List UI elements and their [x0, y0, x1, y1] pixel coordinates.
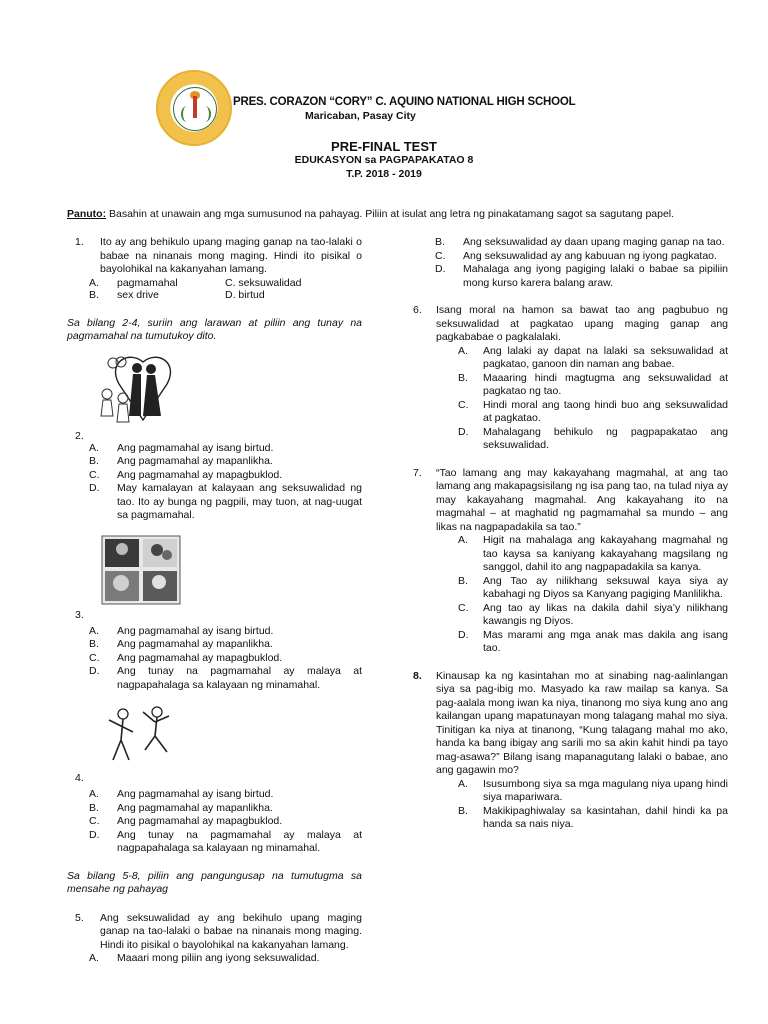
option-row [413, 236, 728, 250]
question-7 [413, 467, 728, 656]
option-text: Ang seksuwalidad ay ang kabuuan ng iyong pagkatao. [463, 249, 717, 262]
option-letter: B. [89, 638, 99, 650]
option-row [67, 625, 362, 639]
option-text: Ang pagmamahal ay mapagbuklod. [117, 468, 283, 481]
option-text: May kamalayan at kalayaan ang seksuwalidad ng tao. Ito ay bunga ng pagpili, may tuon, at nag-uugat sa pagmamahal. [117, 482, 362, 521]
option-letter: A. [89, 624, 99, 637]
option-letter: C. [458, 398, 469, 411]
option-row [67, 482, 362, 523]
option-letter: B. [89, 801, 99, 814]
option-row [67, 455, 362, 469]
question-number: 1. [75, 236, 84, 248]
option-letter: A. [458, 344, 468, 357]
question-number: 5. [75, 911, 84, 924]
option-row [413, 575, 728, 602]
instructions-label: Panuto: [67, 208, 107, 220]
option-text: Mas marami ang mga anak mas dakila ang isang tao. [483, 628, 728, 654]
question-number: 3. [75, 608, 84, 621]
right-column [413, 236, 728, 832]
option-text: Mahalaga ang iyong pagiging lalaki o babae sa pipiliin mong kurso karera balang araw. [463, 263, 728, 289]
option-letter: D. [89, 665, 100, 677]
question-text: Kinausap ka ng kasintahan mo at sinabing nag-aalinlangan siya sa pag-ibig mo. Masyado ka raw mailap sa kanya. Sa pag-aalala mong iwan ka niya, tinanong mo siya kung ano ang kailangan upang mapatunayan mong talagang mahal mo siya. Tinitigan ka niya at tinanong, “Kung talagang mahal mo ako, handa ka bang ibigay ang sarili mo sa akin kahit hindi pa tayo mag-asawa?” Bilang isang mapanagutang lalaki o babae, ano ang gagawin mo? [436, 669, 728, 776]
option-row [67, 952, 362, 966]
option-c: C. seksuwalidad [225, 276, 302, 289]
family-photos-image [101, 535, 181, 605]
option-text: Ang pagmamahal ay isang birtud. [117, 624, 274, 637]
option-text: pagmamahal [117, 276, 178, 289]
option-row [413, 534, 728, 575]
option-row [67, 829, 362, 856]
option-text: sex drive [117, 288, 160, 301]
question-number: 7. [413, 466, 422, 479]
exam-year: T.P. 2018 - 2019 [346, 168, 422, 180]
question-text: Ang seksuwalidad ay ang bekihulo upang maging ganap na tao-lalaki o babae na ninanais mong maging. Hindi ito pisikal o bayolohikal na kakanyahan lamang. [100, 911, 362, 951]
left-column [67, 236, 362, 966]
question-4-options [67, 788, 362, 856]
question-text: Isang moral na hamon sa bawat tao ang pagbubuo ng seksuwalidad at pagkatao upang maging ganap ang pagkababae o pagkalalaki. [436, 304, 728, 343]
option-letter: A. [89, 441, 99, 454]
option-text: Higit na mahalaga ang kakayahang magmahal ng tao kaysa sa kaniyang kakayahang magsilang ng sanggol, dahil ito ang nagpapadakila sa kanya. [483, 534, 728, 573]
option-letter: A. [89, 788, 99, 800]
instructions [67, 208, 737, 220]
question-3-image-area [67, 535, 362, 625]
option-letter: B. [89, 288, 99, 301]
option-letter: D. [435, 263, 446, 275]
option-text: Mahalagang behikulo ng pagpapakatao ang seksuwalidad. [483, 425, 728, 451]
logo-emblem [173, 87, 217, 131]
question-5 [67, 912, 362, 966]
option-letter: B. [458, 804, 468, 817]
question-number: 8. [413, 669, 422, 682]
option-letter: B. [458, 371, 468, 384]
option-text: Ang tao ay likas na dakila dahil siya’y nilikhang kawangis ng Diyos. [483, 601, 728, 627]
option-row [67, 788, 362, 802]
option-letter: C. [89, 468, 100, 481]
question-5-continued [413, 236, 728, 290]
option-row [413, 345, 728, 372]
option-text: Ang pagmamahal ay mapanlikha. [117, 801, 273, 814]
option-letter: B. [435, 236, 445, 248]
question-1 [67, 236, 362, 301]
option-letter: C. [89, 815, 100, 827]
option-text: Ang tunay na pagmamahal ay malaya at nagpapahalaga sa kalayaan ng minamahal. [117, 828, 362, 854]
option-row [67, 815, 362, 829]
option-row [67, 652, 362, 666]
option-row [413, 602, 728, 629]
option-row [413, 263, 728, 290]
option-row [413, 399, 728, 426]
question-8 [413, 670, 728, 832]
question-number: 2. [75, 429, 84, 442]
option-letter: C. [89, 651, 100, 664]
option-letter: A. [458, 534, 468, 546]
option-text: Ang pagmamahal ay isang birtud. [117, 441, 274, 454]
option-row [413, 778, 728, 805]
option-row [67, 802, 362, 816]
option-letter: D. [458, 425, 469, 438]
couple-image [99, 354, 181, 428]
laurel-left-icon [181, 106, 193, 122]
option-text: Ang seksuwalidad ay daan upang maging ganap na tao. [463, 236, 725, 248]
option-letter: C. [458, 601, 469, 614]
option-row [413, 372, 728, 399]
question-number: 6. [413, 304, 422, 316]
exam-title: PRE-FINAL TEST [331, 139, 437, 154]
option-text: Makikipaghiwalay sa kasintahan, dahil hindi ka pa handa sa nais niya. [483, 804, 728, 830]
option-letter: A. [458, 777, 468, 790]
instruction-note-5-8: Sa bilang 5-8, piliin ang pangungusap na tumutugma sa mensahe ng pahayag [67, 869, 362, 895]
option-row [413, 629, 728, 656]
option-row [67, 665, 362, 692]
option-letter: D. [458, 628, 469, 641]
question-3-options [67, 625, 362, 693]
option-text: Ang pagmamahal ay isang birtud. [117, 788, 274, 800]
option-text: Hindi moral ang taong hindi buo ang seksuwalidad at pagkatao. [483, 398, 728, 424]
laurel-right-icon [199, 106, 211, 122]
option-letter: D. [89, 828, 100, 841]
option-row [67, 442, 362, 456]
option-text: Ang pagmamahal ay mapagbuklod. [117, 651, 283, 664]
option-row [413, 426, 728, 453]
instructions-text: Basahin at unawain ang mga sumusunod na pahayag. Piliin at isulat ang letra ng pinakatamang sagot sa sagutang papel. [106, 208, 675, 220]
option-letter: A. [89, 276, 99, 289]
option-text: Maaaring hindi magtugma ang seksuwalidad at pagkatao ng tao. [483, 371, 728, 397]
option-row [67, 638, 362, 652]
exam-subject: EDUKASYON sa PAGPAPAKATAO 8 [294, 154, 474, 166]
torch-icon [193, 96, 197, 118]
option-row [67, 469, 362, 483]
option-text: Ang pagmamahal ay mapanlikha. [117, 455, 273, 467]
question-text: “Tao lamang ang may kakayahang magmahal, at ang tao lamang ang makapagsisilang ng isa pang tao, na tulad niya ay may kakayahang magmahal. Ang kakayahang ito na magmahal – at maghatid ng pagmamahal sa mundo – ang likas na nagpapadakila sa tao.” [436, 466, 728, 533]
option-d: D. birtud [225, 288, 265, 301]
dancing-figures-image [99, 702, 179, 770]
option-letter: B. [458, 574, 468, 587]
school-name: PRES. CORAZON “CORY” C. AQUINO NATIONAL HIGH SCHOOL [233, 96, 576, 108]
option-letter: D. [89, 482, 100, 494]
instruction-note-2-4: Sa bilang 2-4, suriin ang larawan at piliin ang tunay na pagmamahal na tumutukoy dito. [67, 316, 362, 342]
question-2-options [67, 442, 362, 523]
question-2-image-area [67, 354, 362, 442]
option-row [413, 250, 728, 264]
option-text: Ang pagmamahal ay mapagbuklod. [117, 815, 283, 827]
option-text: Ang Tao ay nilikhang seksuwal kaya siya ay kabahagi ng Diyos sa Kanyang pagiging Manlilikha. [483, 574, 728, 600]
question-number: 4. [75, 772, 84, 784]
question-4-image-area [67, 702, 362, 788]
question-6 [413, 304, 728, 453]
option-row [413, 805, 728, 832]
school-address: Maricaban, Pasay City [305, 110, 416, 122]
option-letter: A. [89, 952, 99, 964]
option-letter: C. [435, 249, 446, 262]
question-text: Ito ay ang behikulo upang maging ganap na tao-lalaki o babae na ninanais mong maging. Hindi ito pisikal o bayolohikal na kakanyahan lamang. [100, 236, 362, 275]
option-text: Ang lalaki ay dapat na lalaki sa seksuwalidad at pagkatao, ganoon din naman ang babae. [483, 344, 728, 370]
option-text: Ang pagmamahal ay mapanlikha. [117, 638, 273, 650]
option-text: Ang tunay na pagmamahal ay malaya at nagpapahalaga sa kalayaan ng minamahal. [117, 665, 362, 691]
option-text: Maaari mong piliin ang iyong seksuwalidad. [117, 952, 320, 964]
school-logo [156, 70, 232, 146]
option-text: Isusumbong siya sa mga magulang niya upang hindi siya mapariwara. [483, 777, 728, 803]
option-letter: B. [89, 455, 99, 467]
